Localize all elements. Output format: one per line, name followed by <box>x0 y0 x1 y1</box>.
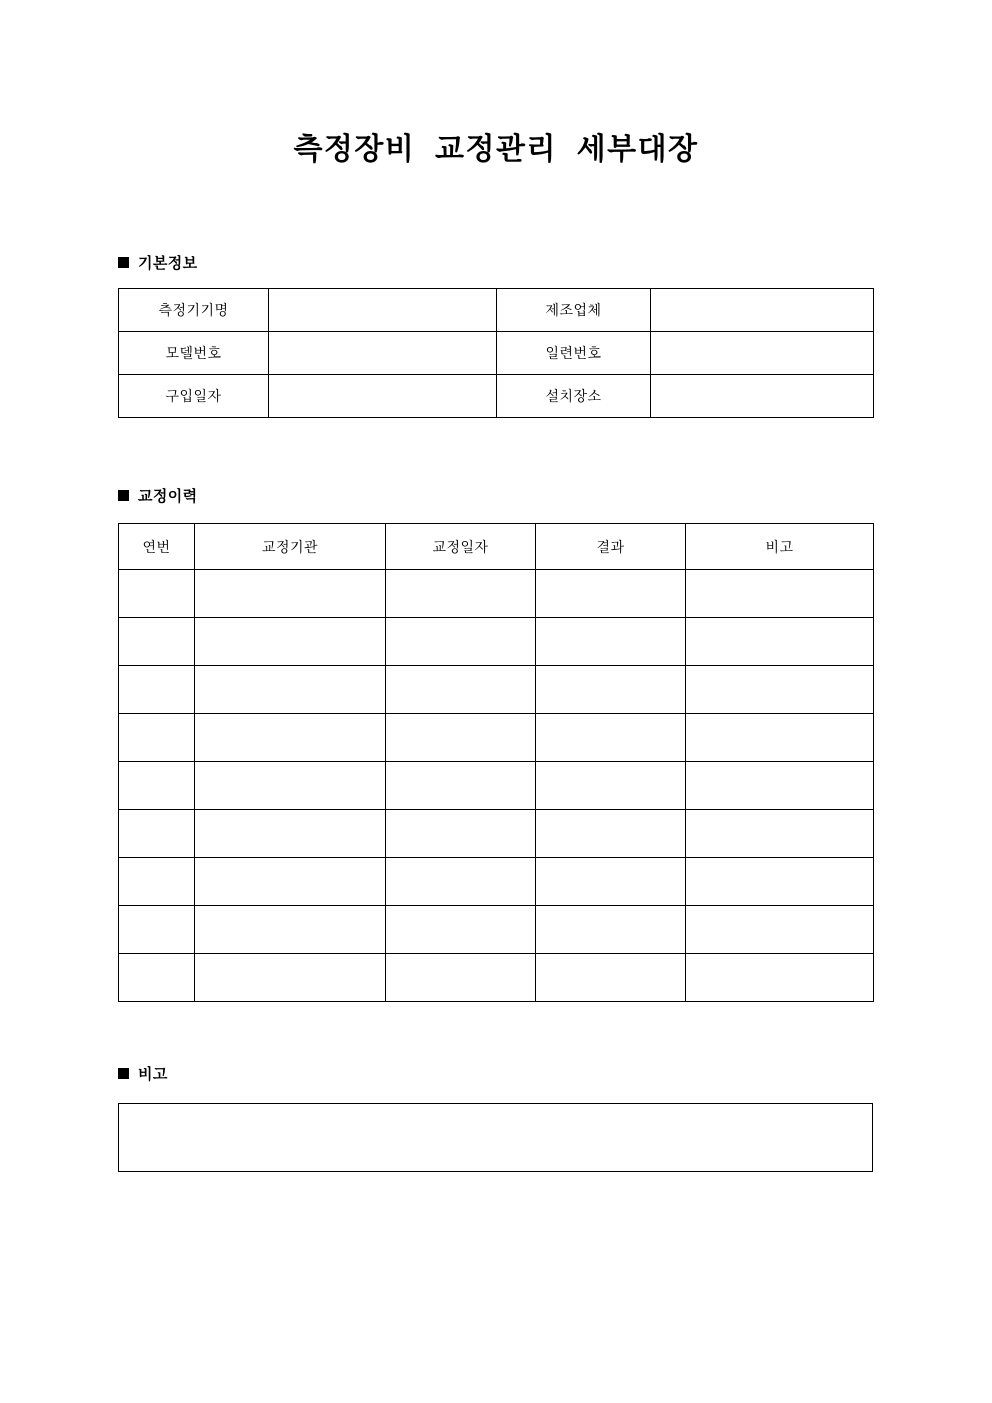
table-cell[interactable] <box>536 810 686 858</box>
table-cell[interactable] <box>195 714 386 762</box>
table-row <box>119 714 874 762</box>
table-cell[interactable] <box>119 954 195 1002</box>
table-cell[interactable] <box>119 618 195 666</box>
field-label-purchase-date: 구입일자 <box>119 375 269 418</box>
table-cell[interactable] <box>536 858 686 906</box>
table-cell[interactable] <box>195 858 386 906</box>
table-row <box>119 810 874 858</box>
table-cell[interactable] <box>536 954 686 1002</box>
table-row <box>119 618 874 666</box>
table-cell[interactable] <box>119 906 195 954</box>
column-header-remarks: 비고 <box>686 524 874 570</box>
calibration-history-table <box>118 523 874 1002</box>
table-cell[interactable] <box>686 666 874 714</box>
table-cell[interactable] <box>119 714 195 762</box>
table-cell[interactable] <box>386 666 536 714</box>
table-cell[interactable] <box>195 762 386 810</box>
table-row <box>119 332 874 375</box>
field-value-purchase-date[interactable] <box>269 375 497 418</box>
table-cell[interactable] <box>386 906 536 954</box>
table-row <box>119 906 874 954</box>
table-cell[interactable] <box>195 570 386 618</box>
table-cell[interactable] <box>195 666 386 714</box>
table-row <box>119 570 874 618</box>
table-row <box>119 289 874 332</box>
field-value-serial-number[interactable] <box>651 332 874 375</box>
table-cell[interactable] <box>686 762 874 810</box>
table-cell[interactable] <box>386 810 536 858</box>
field-value-manufacturer[interactable] <box>651 289 874 332</box>
table-cell[interactable] <box>536 906 686 954</box>
table-header-row <box>119 524 874 570</box>
table-cell[interactable] <box>386 762 536 810</box>
section-heading-label: 기본정보 <box>138 255 198 272</box>
field-value-model-number[interactable] <box>269 332 497 375</box>
table-row <box>119 954 874 1002</box>
basic-info-table <box>118 288 874 418</box>
section-heading-calibration-history <box>118 485 198 506</box>
table-cell[interactable] <box>686 714 874 762</box>
table-cell[interactable] <box>119 666 195 714</box>
table-cell[interactable] <box>686 954 874 1002</box>
table-row <box>119 762 874 810</box>
table-cell[interactable] <box>686 858 874 906</box>
table-cell[interactable] <box>536 570 686 618</box>
field-label-serial-number: 일련번호 <box>497 332 651 375</box>
table-cell[interactable] <box>536 762 686 810</box>
table-cell[interactable] <box>386 618 536 666</box>
table-cell[interactable] <box>686 570 874 618</box>
table-cell[interactable] <box>386 714 536 762</box>
table-cell[interactable] <box>195 954 386 1002</box>
table-row <box>119 666 874 714</box>
table-cell[interactable] <box>536 618 686 666</box>
table-cell[interactable] <box>195 810 386 858</box>
table-cell[interactable] <box>686 906 874 954</box>
page-title: 측정장비 교정관리 세부대장 <box>293 133 699 166</box>
table-cell[interactable] <box>686 810 874 858</box>
table-cell[interactable] <box>536 714 686 762</box>
table-cell[interactable] <box>386 858 536 906</box>
table-cell[interactable] <box>119 570 195 618</box>
table-cell[interactable] <box>119 810 195 858</box>
square-bullet-icon <box>118 257 129 268</box>
table-cell[interactable] <box>119 762 195 810</box>
table-cell[interactable] <box>536 666 686 714</box>
section-heading-label: 비고 <box>138 1066 168 1083</box>
field-label-instrument-name: 측정기기명 <box>119 289 269 332</box>
table-cell[interactable] <box>386 570 536 618</box>
table-cell[interactable] <box>386 954 536 1002</box>
field-value-instrument-name[interactable] <box>269 289 497 332</box>
section-heading-remarks <box>118 1063 168 1084</box>
table-cell[interactable] <box>195 618 386 666</box>
column-header-seq: 연번 <box>119 524 195 570</box>
section-heading-label: 교정이력 <box>138 488 198 505</box>
table-cell[interactable] <box>686 618 874 666</box>
field-value-installation-location[interactable] <box>651 375 874 418</box>
field-label-installation-location: 설치장소 <box>497 375 651 418</box>
table-cell[interactable] <box>119 858 195 906</box>
field-label-manufacturer: 제조업체 <box>497 289 651 332</box>
field-label-model-number: 모델번호 <box>119 332 269 375</box>
table-row <box>119 858 874 906</box>
remarks-textarea[interactable] <box>118 1103 873 1172</box>
section-heading-basic-info <box>118 252 198 273</box>
column-header-calibration-agency: 교정기관 <box>195 524 386 570</box>
table-row <box>119 375 874 418</box>
square-bullet-icon <box>118 1068 129 1079</box>
table-cell[interactable] <box>195 906 386 954</box>
column-header-result: 결과 <box>536 524 686 570</box>
square-bullet-icon <box>118 490 129 501</box>
column-header-calibration-date: 교정일자 <box>386 524 536 570</box>
